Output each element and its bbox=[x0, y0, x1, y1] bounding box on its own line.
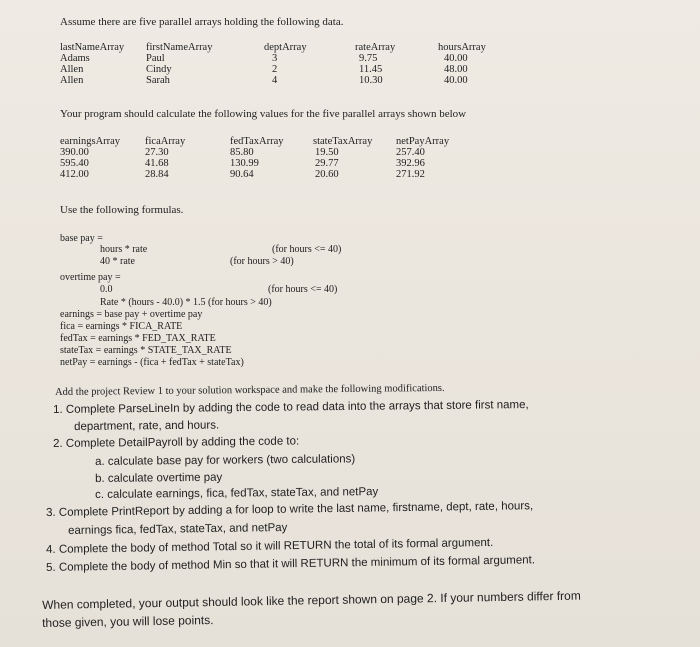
intro-text: Assume there are five parallel arrays holding the following data. bbox=[60, 16, 344, 28]
column-header: netPayArray bbox=[396, 136, 450, 147]
rate-column bbox=[355, 42, 395, 86]
table-cell: 85.80 bbox=[230, 147, 254, 158]
table-cell: Adams bbox=[60, 53, 90, 64]
overtime-formula-1: 0.0 bbox=[100, 284, 113, 295]
base-pay-label: base pay = bbox=[60, 233, 103, 244]
base-pay-formula-1: hours * rate bbox=[100, 244, 148, 255]
instruction-1-cont: department, rate, and hours. bbox=[74, 419, 220, 433]
fica-formula: fica = earnings * FICA_RATE bbox=[60, 321, 183, 332]
table-cell: 257.40 bbox=[396, 147, 425, 158]
fedtax-formula: fedTax = earnings * FED_TAX_RATE bbox=[60, 333, 216, 344]
table-cell: 40.00 bbox=[444, 75, 468, 86]
table-cell: 10.30 bbox=[359, 75, 383, 86]
table-cell: 390.00 bbox=[60, 147, 89, 158]
dept-column bbox=[264, 42, 307, 86]
table-cell: 28.84 bbox=[145, 169, 169, 180]
column-header: hoursArray bbox=[438, 42, 486, 53]
base-pay-formula-2: 40 * rate bbox=[100, 256, 135, 267]
column-header: fedTaxArray bbox=[230, 136, 284, 147]
table-cell: 4 bbox=[272, 75, 278, 86]
table-cell: 48.00 bbox=[444, 64, 468, 75]
table-cell: 412.00 bbox=[60, 169, 89, 180]
earnings-formula: earnings = base pay + overtime pay bbox=[60, 309, 203, 320]
netpay-formula: netPay = earnings - (fica + fedTax + stateTax) bbox=[60, 357, 244, 368]
instruction-3: 3. Complete PrintReport by adding a for loop to write the last name, firstname, dept, rate, hours, bbox=[46, 500, 534, 519]
instruction-2: 2. Complete DetailPayroll by adding the code to: bbox=[53, 435, 300, 450]
closing-line-1: When completed, your output should look like the report shown on page 2. If your numbers differ from bbox=[42, 588, 581, 612]
table-cell: 595.40 bbox=[60, 158, 89, 169]
base-pay-condition-1: (for hours <= 40) bbox=[272, 244, 342, 255]
hours-column bbox=[438, 42, 486, 86]
base-pay-condition-2: (for hours > 40) bbox=[230, 256, 294, 267]
table-cell: 29.77 bbox=[315, 158, 339, 169]
table-cell: 27.30 bbox=[145, 147, 169, 158]
column-header: earningsArray bbox=[60, 136, 121, 147]
overtime-label: overtime pay = bbox=[60, 272, 121, 283]
column-header: firstNameArray bbox=[146, 42, 213, 53]
calc-intro-text: Your program should calculate the following values for the five parallel arrays shown below bbox=[60, 108, 467, 120]
earnings-column bbox=[60, 136, 120, 180]
table-cell: 130.99 bbox=[230, 158, 259, 169]
instruction-4: 4. Complete the body of method Total so it will RETURN the total of its formal argument. bbox=[46, 536, 494, 556]
table-cell: 90.64 bbox=[230, 169, 254, 180]
table-cell: Sarah bbox=[146, 75, 170, 86]
table-cell: 11.45 bbox=[359, 64, 383, 75]
fedtax-column bbox=[230, 136, 283, 180]
statetax-formula: stateTax = earnings * STATE_TAX_RATE bbox=[60, 345, 232, 356]
column-header: rateArray bbox=[355, 42, 396, 53]
instructions-intro: Add the project Review 1 to your solution workspace and make the following modifications. bbox=[55, 382, 445, 398]
first-name-column bbox=[146, 42, 212, 86]
table-cell: 20.60 bbox=[315, 169, 339, 180]
instruction-2b: b. calculate overtime pay bbox=[95, 471, 223, 485]
formulas-intro: Use the following formulas. bbox=[60, 204, 184, 216]
instruction-2a: a. calculate base pay for workers (two calculations) bbox=[95, 453, 356, 468]
table-cell: 2 bbox=[272, 64, 278, 75]
netpay-column bbox=[396, 136, 449, 180]
table-cell: Allen bbox=[60, 64, 84, 75]
statetax-column bbox=[313, 136, 372, 180]
overtime-formula-2: Rate * (hours - 40.0) * 1.5 (for hours > 40) bbox=[100, 297, 272, 308]
table-cell: 41.68 bbox=[145, 158, 169, 169]
column-header: lastNameArray bbox=[60, 42, 125, 53]
instruction-5: 5. Complete the body of method Min so that it will RETURN the minimum of its formal argument. bbox=[46, 554, 536, 574]
instruction-2c: c. calculate earnings, fica, fedTax, stateTax, and netPay bbox=[95, 486, 379, 501]
fica-column bbox=[145, 136, 185, 180]
column-header: deptArray bbox=[264, 42, 307, 53]
last-name-column bbox=[60, 42, 124, 86]
closing-line-2: those given, you will lose points. bbox=[42, 613, 214, 630]
table-cell: Allen bbox=[60, 75, 84, 86]
table-cell: 9.75 bbox=[359, 53, 378, 64]
overtime-condition-1: (for hours <= 40) bbox=[268, 284, 338, 295]
instruction-3-cont: earnings fica, fedTax, stateTax, and netPay bbox=[68, 521, 288, 537]
table-cell: 40.00 bbox=[444, 53, 468, 64]
column-header: stateTaxArray bbox=[313, 136, 373, 147]
table-cell: 19.50 bbox=[315, 147, 339, 158]
table-cell: 271.92 bbox=[396, 169, 425, 180]
instruction-1: 1. Complete ParseLineIn by adding the code to read data into the arrays that store first name, bbox=[53, 399, 529, 416]
column-header: ficaArray bbox=[145, 136, 186, 147]
table-cell: Cindy bbox=[146, 64, 172, 75]
table-cell: 3 bbox=[272, 53, 278, 64]
table-cell: 392.96 bbox=[396, 158, 425, 169]
table-cell: Paul bbox=[146, 53, 165, 64]
